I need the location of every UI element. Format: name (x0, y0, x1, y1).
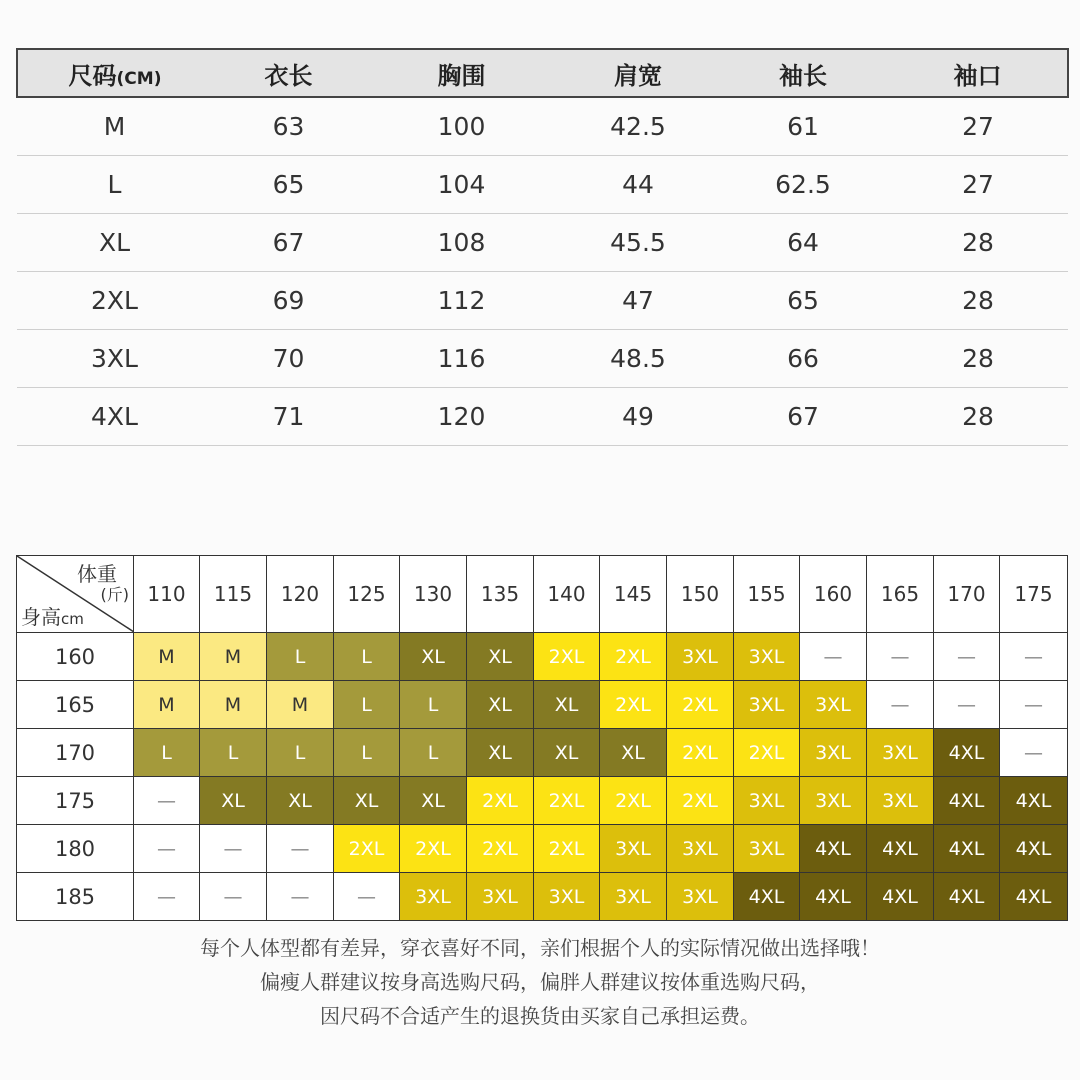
size-recommendation-cell: M (200, 633, 267, 681)
height-row (17, 633, 1068, 681)
weight-header: 175 (1000, 556, 1068, 633)
weight-header: 165 (867, 556, 934, 633)
size-recommendation-cell: — (134, 825, 200, 873)
measurement-cell: 62.5 (718, 156, 888, 214)
height-label: 165 (17, 681, 134, 729)
size-recommendation-cell: 2XL (667, 729, 734, 777)
weight-header: 130 (400, 556, 467, 633)
size-recommendation-cell: L (134, 729, 200, 777)
size-recommendation-cell: 3XL (600, 873, 667, 921)
size-recommendation-cell: — (200, 825, 267, 873)
measurement-cell: 61 (718, 97, 888, 156)
measurement-cell: 120 (365, 388, 558, 446)
measurement-cell: 28 (888, 330, 1068, 388)
measurement-cell: 28 (888, 272, 1068, 330)
measurement-cell: 64 (718, 214, 888, 272)
measurement-cell: 44 (558, 156, 718, 214)
weight-header: 110 (134, 556, 200, 633)
size-recommendation-cell: 4XL (800, 825, 867, 873)
size-recommendation-cell: XL (400, 633, 467, 681)
size-recommendation-cell: 3XL (600, 825, 667, 873)
measurement-cell: 27 (888, 97, 1068, 156)
size-recommendation-cell: 3XL (867, 777, 934, 825)
height-row (17, 729, 1068, 777)
size-header-label: 尺码 (68, 61, 117, 90)
size-recommendation-cell: 3XL (734, 825, 800, 873)
size-recommendation-cell: M (134, 633, 200, 681)
measurement-cell: 63 (212, 97, 365, 156)
weight-unit-label: (斤) (100, 585, 129, 604)
size-recommendation-cell: 2XL (667, 681, 734, 729)
size-recommendation-cell: L (334, 729, 400, 777)
size-recommendation-cell: M (200, 681, 267, 729)
weight-header: 160 (800, 556, 867, 633)
size-label: XL (17, 214, 212, 272)
size-recommendation-cell: 3XL (800, 777, 867, 825)
weight-header-row (17, 556, 1068, 633)
size-recommendation-cell: — (267, 825, 334, 873)
height-axis-text: 身高 (21, 605, 61, 629)
size-recommendation-cell: XL (467, 633, 534, 681)
weight-header: 115 (200, 556, 267, 633)
height-row (17, 825, 1068, 873)
measurement-cell: 48.5 (558, 330, 718, 388)
size-recommendation-cell: 4XL (1000, 777, 1068, 825)
measurement-cell: 27 (888, 156, 1068, 214)
size-recommendation-cell: 3XL (800, 729, 867, 777)
size-recommendation-grid (16, 555, 1068, 921)
size-recommendation-cell: 4XL (934, 873, 1000, 921)
measurement-cell: 45.5 (558, 214, 718, 272)
sleeve-header: 袖长 (718, 49, 888, 97)
size-recommendation-cell: XL (467, 681, 534, 729)
measurement-cell: 116 (365, 330, 558, 388)
size-recommendation-cell: L (267, 729, 334, 777)
measurement-cell: 66 (718, 330, 888, 388)
size-recommendation-cell: L (400, 729, 467, 777)
size-recommendation-cell: 3XL (734, 633, 800, 681)
size-recommendation-cell: XL (267, 777, 334, 825)
weight-axis-label: 体重 (77, 562, 117, 586)
size-recommendation-cell: — (867, 681, 934, 729)
shoulder-header: 肩宽 (558, 49, 718, 97)
height-row (17, 873, 1068, 921)
measurement-cell: 108 (365, 214, 558, 272)
size-recommendation-cell: 4XL (1000, 825, 1068, 873)
size-recommendation-cell: XL (334, 777, 400, 825)
size-label: 3XL (17, 330, 212, 388)
measurement-cell: 71 (212, 388, 365, 446)
size-recommendation-cell: 3XL (400, 873, 467, 921)
size-recommendation-cell: XL (534, 681, 600, 729)
height-label: 170 (17, 729, 134, 777)
size-recommendation-cell: — (1000, 729, 1068, 777)
size-recommendation-cell: 3XL (867, 729, 934, 777)
size-recommendation-cell: M (134, 681, 200, 729)
size-recommendation-cell: — (800, 633, 867, 681)
size-recommendation-cell: 4XL (734, 873, 800, 921)
size-recommendation-cell: 2XL (467, 825, 534, 873)
size-row (17, 214, 1068, 272)
weight-header: 125 (334, 556, 400, 633)
weight-header: 170 (934, 556, 1000, 633)
size-recommendation-cell: L (400, 681, 467, 729)
size-recommendation-cell: L (334, 633, 400, 681)
size-recommendation-cell: 2XL (534, 633, 600, 681)
height-label: 175 (17, 777, 134, 825)
size-recommendation-cell: 2XL (534, 777, 600, 825)
size-recommendation-cell: 3XL (467, 873, 534, 921)
measurement-cell: 69 (212, 272, 365, 330)
measurement-cell: 65 (212, 156, 365, 214)
measurement-cell: 67 (718, 388, 888, 446)
measurement-cell: 104 (365, 156, 558, 214)
size-recommendation-cell: 4XL (934, 777, 1000, 825)
size-recommendation-cell: 4XL (800, 873, 867, 921)
size-label: L (17, 156, 212, 214)
size-recommendation-cell: 3XL (734, 777, 800, 825)
measurement-cell: 42.5 (558, 97, 718, 156)
size-row (17, 330, 1068, 388)
height-axis-label (21, 601, 84, 630)
size-measurement-table (16, 48, 1069, 446)
size-label: M (17, 97, 212, 156)
height-label: 180 (17, 825, 134, 873)
measurement-cell: 47 (558, 272, 718, 330)
size-recommendation-cell: 4XL (1000, 873, 1068, 921)
note-line-3: 因尺码不合适产生的退换货由买家自己承担运费。 (320, 1004, 760, 1028)
size-recommendation-cell: — (934, 681, 1000, 729)
weight-header: 145 (600, 556, 667, 633)
size-recommendation-cell: L (267, 633, 334, 681)
size-row (17, 272, 1068, 330)
size-recommendation-cell: XL (400, 777, 467, 825)
size-recommendation-cell: 3XL (800, 681, 867, 729)
height-row (17, 777, 1068, 825)
size-recommendation-cell: 4XL (934, 729, 1000, 777)
size-recommendation-cell: 2XL (400, 825, 467, 873)
weight-header: 120 (267, 556, 334, 633)
height-unit-label: cm (61, 610, 84, 628)
measurement-cell: 28 (888, 388, 1068, 446)
size-header (17, 49, 212, 97)
weight-header: 135 (467, 556, 534, 633)
measurement-cell: 28 (888, 214, 1068, 272)
size-recommendation-cell: — (334, 873, 400, 921)
size-recommendation-cell: XL (467, 729, 534, 777)
size-recommendation-cell: 2XL (734, 729, 800, 777)
size-recommendation-cell: — (1000, 633, 1068, 681)
size-recommendation-cell: — (1000, 681, 1068, 729)
height-label: 185 (17, 873, 134, 921)
note-line-1: 每个人体型都有差异，穿衣喜好不同，亲们根据个人的实际情况做出选择哦！ (200, 936, 880, 960)
size-recommendation-cell: XL (200, 777, 267, 825)
weight-header: 150 (667, 556, 734, 633)
size-recommendation-cell: 3XL (667, 633, 734, 681)
size-recommendation-cell: — (267, 873, 334, 921)
size-recommendation-cell: XL (534, 729, 600, 777)
cuff-header: 袖口 (888, 49, 1068, 97)
weight-header: 140 (534, 556, 600, 633)
height-row (17, 681, 1068, 729)
note-line-2: 偏瘦人群建议按身高选购尺码，偏胖人群建议按体重选购尺码， (260, 970, 820, 994)
size-recommendation-cell: 4XL (867, 873, 934, 921)
size-recommendation-cell: 2XL (534, 825, 600, 873)
measurement-cell: 65 (718, 272, 888, 330)
size-recommendation-cell: M (267, 681, 334, 729)
size-recommendation-cell: — (134, 777, 200, 825)
size-row (17, 156, 1068, 214)
size-recommendation-cell: 2XL (600, 633, 667, 681)
size-header-unit: (CM) (116, 68, 162, 89)
size-recommendation-cell: 2XL (600, 777, 667, 825)
size-row (17, 97, 1068, 156)
size-recommendation-cell: 4XL (867, 825, 934, 873)
size-recommendation-cell: XL (600, 729, 667, 777)
size-label: 4XL (17, 388, 212, 446)
size-row (17, 388, 1068, 446)
size-recommendation-cell: — (934, 633, 1000, 681)
size-recommendation-cell: L (334, 681, 400, 729)
size-recommendation-cell: 2XL (334, 825, 400, 873)
size-recommendation-cell: — (200, 873, 267, 921)
corner-header (17, 556, 134, 633)
size-recommendation-cell: 2XL (667, 777, 734, 825)
measurement-cell: 49 (558, 388, 718, 446)
size-recommendation-cell: 2XL (600, 681, 667, 729)
chest-header: 胸围 (365, 49, 558, 97)
measurement-cell: 112 (365, 272, 558, 330)
size-recommendation-cell: 3XL (734, 681, 800, 729)
recommendation-grid-body (17, 633, 1068, 921)
measurement-cell: 100 (365, 97, 558, 156)
size-recommendation-cell: 2XL (467, 777, 534, 825)
size-recommendation-cell: — (134, 873, 200, 921)
size-recommendation-cell: — (867, 633, 934, 681)
size-recommendation-cell: 3XL (667, 825, 734, 873)
weight-header: 155 (734, 556, 800, 633)
measurement-cell: 67 (212, 214, 365, 272)
size-recommendation-cell: 4XL (934, 825, 1000, 873)
size-recommendation-cell: 3XL (534, 873, 600, 921)
size-table-body (17, 97, 1068, 446)
measurement-cell: 70 (212, 330, 365, 388)
sizing-notes (0, 931, 1080, 1033)
size-label: 2XL (17, 272, 212, 330)
height-label: 160 (17, 633, 134, 681)
size-table-header (17, 49, 1068, 97)
size-recommendation-cell: L (200, 729, 267, 777)
length-header: 衣长 (212, 49, 365, 97)
size-recommendation-cell: 3XL (667, 873, 734, 921)
